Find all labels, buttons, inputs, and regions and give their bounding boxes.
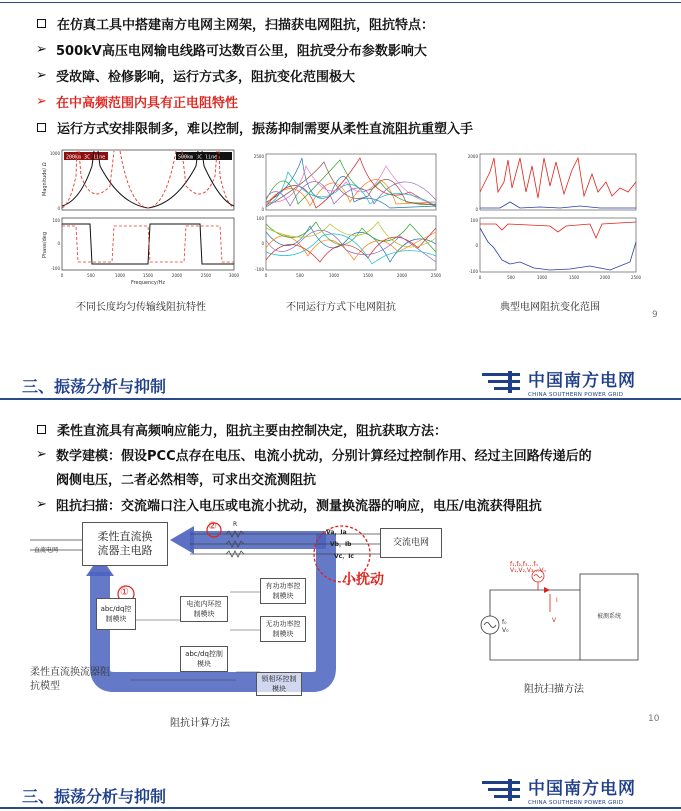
svg-text:2500: 2500 [200, 273, 212, 278]
svg-text:1500: 1500 [142, 273, 154, 278]
svg-text:1000: 1000 [114, 273, 126, 278]
csg-logo-icon [482, 779, 522, 801]
square-bullet-icon [37, 425, 46, 434]
impedance-scan-diagram [470, 560, 650, 670]
svg-text:V₁,V₂,V₃…Vₙ: V₁,V₂,V₃…Vₙ [510, 567, 546, 574]
inner-loop-box: 电流内环控制模块 [180, 596, 228, 622]
figure-caption: 典型电网阻抗变化范围 [500, 302, 600, 313]
square-bullet-icon [37, 19, 46, 28]
svg-text:V: V [552, 617, 557, 624]
bullet-1: 在仿真工具中搭建南方电网主网架，扫描获电网阻抗，阻抗特点： [36, 14, 434, 33]
svg-text:0: 0 [264, 273, 268, 278]
bullet-2: ➢ 500kV高压电网输电线路可达数百公里，阻抗受分布参数影响大 [36, 42, 427, 59]
section-title: 三、振荡分析与抑制 [22, 787, 167, 806]
svg-text:f₀: f₀ [502, 619, 507, 626]
figure-caption: 不同长度均匀传输线阻抗特性 [76, 302, 206, 313]
svg-text:100: 100 [256, 216, 264, 221]
marker-1: ① [120, 587, 129, 598]
ac-grid-box: 交流电网 [380, 528, 442, 558]
svg-text:500km 3C line: 500km 3C line [178, 154, 218, 161]
svg-text:1000: 1000 [536, 275, 548, 280]
figure-caption: 不同运行方式下电网阻抗 [286, 302, 396, 313]
top-rule [0, 2, 681, 3]
bullet-2: ➢ 数学建模：假设PCC点存在电压、电流小扰动，分别计算经过控制作用、经过主回路传递后的 [36, 447, 592, 464]
marker-2: ② [208, 521, 217, 532]
arrow-bullet-icon: ➢ [36, 94, 47, 109]
svg-text:500: 500 [296, 273, 304, 278]
svg-text:Magnitude/ Ω: Magnitude/ Ω [42, 162, 48, 196]
svg-text:100: 100 [52, 218, 60, 223]
arrow-bullet-icon: ➢ [36, 68, 47, 83]
bullet-3: ➢ 阻抗扫描：交流端口注入电压或电流小扰动，测量换流器的响应，电压/电流获得阻抗 [36, 497, 542, 514]
svg-text:0: 0 [261, 207, 264, 212]
svg-text:0: 0 [57, 241, 60, 246]
svg-text:被测系统: 被测系统 [596, 613, 622, 620]
svg-text:2500: 2500 [253, 154, 264, 159]
svg-text:3000: 3000 [228, 273, 240, 278]
active-power-box: 有功功率控制模块 [260, 578, 306, 604]
page-number: 10 [648, 714, 660, 724]
logo: 中国南方电网 CHINA SOUTHERN POWER GRID [482, 366, 636, 398]
line-impedance-figure [40, 146, 240, 286]
svg-text:2500: 2500 [430, 273, 442, 278]
svg-text:f₁,f₂,f₃…fₙ: f₁,f₂,f₃…fₙ [510, 561, 538, 568]
model-label: 柔性直流换流器阻抗模型 [30, 667, 110, 692]
phase-a-label: Va，Ia [326, 529, 347, 536]
impedance-range-figure [460, 152, 640, 282]
bullet-5: 运行方式安排限制多，难以控制，振荡抑制需要从柔性直流阻抗重塑入手 [36, 118, 473, 137]
calc-caption: 阻抗计算方法 [170, 718, 230, 729]
svg-text:0: 0 [475, 207, 478, 212]
logo: 中国南方电网 CHINA SOUTHERN POWER GRID [482, 774, 636, 806]
bullet-1: 柔性直流具有高频响应能力，阻抗主要由控制决定，阻抗获取方法： [36, 420, 447, 439]
svg-text:2000: 2000 [171, 273, 183, 278]
bullet-2-continued: 阀侧电压，二者必然相等，可求出交流测阻抗 [56, 473, 317, 488]
page-number: 9 [652, 310, 658, 320]
svg-text:2500: 2500 [630, 275, 642, 280]
svg-text:1000: 1000 [49, 151, 60, 156]
svg-text:-100: -100 [254, 267, 264, 272]
svg-text:1500: 1500 [568, 275, 580, 280]
arrow-bullet-icon: ➢ [36, 497, 47, 512]
svg-text:0: 0 [478, 275, 482, 280]
svg-text:0: 0 [261, 241, 264, 246]
svg-text:V₀: V₀ [502, 627, 509, 634]
csg-logo-icon [482, 371, 522, 393]
svg-text:Frequency/Hz: Frequency/Hz [131, 280, 165, 286]
slide-10 [0, 402, 681, 811]
small-disturbance-label: 小扰动 [342, 572, 384, 588]
bottom-rule [0, 807, 681, 809]
svg-text:2000: 2000 [599, 275, 611, 280]
svg-text:500: 500 [87, 273, 95, 278]
abc-dq-box: abc/dq控制模块 [96, 598, 136, 630]
svg-text:0: 0 [475, 243, 478, 248]
svg-text:1500: 1500 [362, 273, 374, 278]
svg-text:2000: 2000 [467, 154, 478, 159]
svg-text:0: 0 [60, 273, 64, 278]
svg-text:1000: 1000 [328, 273, 340, 278]
svg-text:100: 100 [470, 218, 478, 223]
svg-text:200km 3C line: 200km 3C line [66, 154, 106, 161]
section-title: 三、振荡分析与抑制 [22, 377, 167, 396]
bullet-3: ➢ 受故障、检修影响，运行方式多，阻抗变化范围极大 [36, 68, 356, 85]
dc-grid-label: 直流电网 [34, 547, 59, 554]
phase-b-label: Vb，Ib [330, 541, 352, 548]
bullet-4-highlight: ➢ 在中高频范围内具有正电阻特性 [36, 94, 239, 111]
svg-text:-100: -100 [468, 269, 478, 274]
main-circuit-box: 柔性直流换流器主电路 [82, 522, 168, 566]
reactive-power-box: 无功功率控制模块 [260, 616, 306, 642]
svg-text:I: I [556, 597, 558, 604]
scan-caption: 阻抗扫描方法 [524, 684, 584, 695]
slide-9 [0, 0, 681, 400]
arrow-bullet-icon: ➢ [36, 42, 47, 57]
square-bullet-icon [37, 123, 46, 132]
svg-text:500: 500 [507, 275, 515, 280]
svg-text:0: 0 [57, 206, 60, 211]
abc-dq-box-2: abc/dq控制模块 [180, 646, 228, 672]
operating-mode-impedance-figure [250, 152, 440, 280]
resistor-label: R [233, 521, 238, 528]
svg-text:Phase/deg: Phase/deg [42, 231, 48, 258]
bottom-rule [0, 398, 681, 400]
arrow-bullet-icon: ➢ [36, 447, 47, 462]
svg-text:2000: 2000 [396, 273, 408, 278]
phase-c-label: Vc，Ic [334, 553, 354, 560]
pll-box: 锁相环控制模块 [256, 672, 302, 696]
svg-text:-100: -100 [50, 266, 60, 271]
